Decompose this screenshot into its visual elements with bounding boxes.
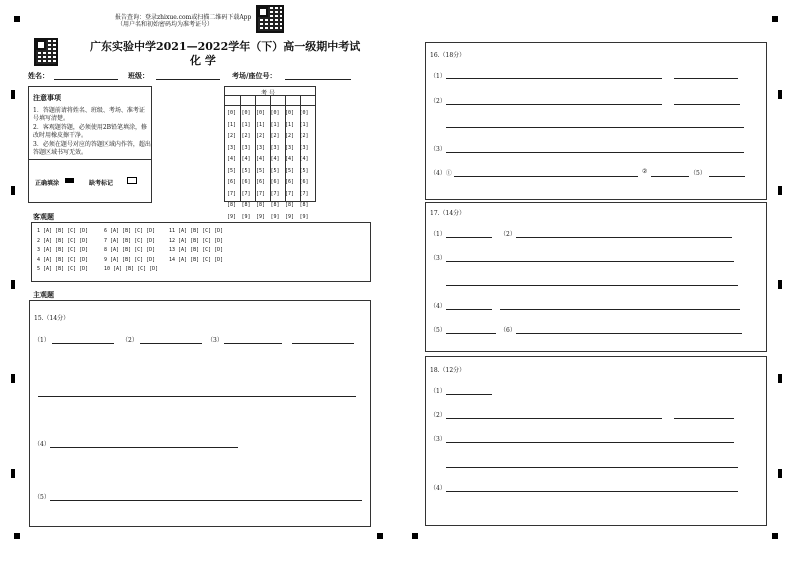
q18-answer-2b[interactable] [674, 418, 734, 419]
exam-digit-bubble[interactable]: [3] [256, 144, 266, 151]
subjective-title: 主观题 [33, 290, 54, 299]
exam-digit-bubble[interactable]: [8] [270, 202, 280, 208]
q18-answer-3a[interactable] [446, 442, 734, 443]
correct-fill-label: 正确填涂 [35, 180, 60, 187]
q16-answer-1b[interactable] [674, 78, 738, 79]
objective-question-row[interactable]: 4 [A] [B] [C] [D] [37, 256, 89, 263]
q18-answer-1[interactable] [446, 394, 492, 395]
registration-mark-top-right [772, 16, 778, 22]
timing-mark-left-5 [11, 469, 15, 478]
timing-mark-right-2 [778, 186, 782, 195]
question-17-box [425, 202, 767, 352]
exam-digit-bubble[interactable]: [1] [227, 121, 237, 128]
exam-digit-bubble[interactable]: [9] [285, 213, 295, 220]
q18-answer-2a[interactable] [446, 418, 662, 419]
timing-mark-left-1 [11, 90, 15, 99]
exam-digit-bubble[interactable]: [2] [285, 133, 295, 139]
notice-line-3: 2．客观题答题，必须使用2B铅笔填涂，修 [33, 124, 148, 131]
q15-part-2: （2） [122, 337, 138, 344]
exam-digit-bubble[interactable]: [7] [270, 190, 280, 197]
exam-digit-bubble[interactable]: [1] [285, 121, 295, 128]
notice-line-1: 1．答题前请将姓名、班级、考场、准考证 [33, 107, 145, 114]
registration-mark-bottom-mid-right [412, 533, 418, 539]
q18-answer-4[interactable] [446, 491, 738, 492]
class-field[interactable] [156, 79, 220, 80]
exam-digit-bubble[interactable]: [8] [241, 202, 251, 208]
exam-number-column [227, 108, 236, 223]
q18-part-4: （4） [430, 485, 446, 492]
objective-question-row[interactable]: 10 [A] [B] [C] [D] [104, 266, 159, 273]
exam-digit-bubble[interactable]: [6] [270, 179, 280, 185]
exam-digit-bubble[interactable]: [5] [256, 167, 266, 174]
timing-mark-right-5 [778, 469, 782, 478]
q15-part-5: （5） [34, 494, 50, 501]
q17-part-5: （5） [430, 327, 446, 334]
objective-question-row[interactable]: 14 [A] [B] [C] [D] [169, 256, 224, 263]
objective-question-row[interactable]: 7 [A] [B] [C] [D] [104, 237, 156, 244]
class-label: 班级： [128, 71, 149, 80]
timing-mark-left-3 [11, 280, 15, 289]
q16-answer-4a[interactable] [454, 176, 638, 177]
q15-title: 15.（14分） [34, 315, 70, 322]
exam-digit-bubble[interactable]: [4] [270, 156, 280, 162]
name-label: 姓名： [28, 71, 49, 80]
objective-question-row[interactable]: 9 [A] [B] [C] [D] [104, 256, 156, 263]
exam-digit-bubble[interactable]: [8] [227, 202, 237, 208]
exam-digit-bubble[interactable]: [1] [256, 121, 266, 128]
exam-number-grid [224, 86, 316, 220]
exam-subject: 化 学 [190, 54, 216, 67]
exam-digit-bubble[interactable]: [6] [241, 179, 251, 185]
report-query-line-2: （用户名和初始密码均为准考证号） [117, 21, 214, 28]
q15-answer-3a[interactable] [224, 343, 282, 344]
q16-part-3: （3） [430, 146, 446, 153]
exam-digit-bubble[interactable]: [6] [285, 179, 295, 185]
exam-digit-bubble[interactable]: [6] [227, 179, 237, 185]
q16-part-4: （4）① [430, 170, 452, 177]
room-seat-label: 考场/座位号： [232, 71, 277, 80]
q16-answer-1a[interactable] [446, 78, 662, 79]
objective-question-row[interactable]: 13 [A] [B] [C] [D] [169, 247, 224, 254]
registration-mark-bottom-mid-left [377, 533, 383, 539]
objective-question-row[interactable]: 12 [A] [B] [C] [D] [169, 237, 224, 244]
exam-digit-bubble[interactable]: [7] [285, 190, 295, 197]
exam-digit-bubble[interactable]: [6] [256, 179, 266, 185]
q15-answer-2[interactable] [140, 343, 202, 344]
q15-answer-3c[interactable] [38, 396, 356, 397]
exam-number-column [300, 108, 309, 223]
exam-digit-bubble[interactable]: [9] [256, 213, 266, 220]
absent-mark-label: 缺考标记 [89, 180, 114, 187]
q16-part-2: （2） [430, 98, 446, 105]
q16-answer-2c[interactable] [446, 127, 744, 128]
exam-digit-bubble[interactable]: [2] [270, 133, 280, 139]
q17-part-2: （2） [500, 231, 516, 238]
exam-digit-bubble[interactable]: [8] [285, 202, 295, 208]
objective-question-row[interactable]: 3 [A] [B] [C] [D] [37, 247, 89, 254]
qr-code-left [34, 38, 58, 66]
exam-number-column [271, 108, 280, 223]
q15-answer-4[interactable] [50, 447, 238, 448]
registration-mark-bottom-left [14, 533, 20, 539]
exam-digit-bubble[interactable]: [2] [299, 133, 309, 139]
q17-title: 17.（14分） [430, 210, 466, 217]
timing-mark-right-4 [778, 374, 782, 383]
exam-digit-bubble[interactable]: [9] [227, 213, 237, 220]
exam-digit-bubble[interactable]: [2] [227, 133, 237, 139]
exam-digit-bubble[interactable]: [4] [299, 156, 309, 162]
notice-title: 注意事项 [33, 93, 61, 102]
q17-answer-5[interactable] [446, 333, 496, 334]
q17-part-4: （4） [430, 303, 446, 310]
exam-digit-bubble[interactable]: [0] [285, 110, 295, 116]
timing-mark-left-4 [11, 374, 15, 383]
q16-answer-2a[interactable] [446, 104, 662, 105]
exam-digit-bubble[interactable]: [3] [270, 144, 280, 151]
q15-answer-3b[interactable] [292, 343, 354, 344]
q16-title: 16.（18分） [430, 52, 466, 59]
q17-answer-3a[interactable] [446, 261, 734, 262]
q16-answer-4b[interactable] [651, 176, 689, 177]
exam-digit-bubble[interactable]: [5] [241, 167, 251, 174]
q16-part-1: （1） [430, 73, 446, 80]
exam-digit-bubble[interactable]: [3] [285, 144, 295, 151]
exam-number-column [256, 108, 265, 223]
exam-digit-bubble[interactable]: [4] [256, 156, 266, 162]
question-16-box [425, 42, 767, 200]
exam-number-column [285, 108, 294, 223]
exam-digit-bubble[interactable]: [1] [270, 121, 280, 128]
q17-answer-6[interactable] [516, 333, 742, 334]
exam-digit-bubble[interactable]: [8] [256, 202, 266, 208]
q16-answer-2b[interactable] [674, 104, 740, 105]
exam-digit-bubble[interactable]: [0] [241, 110, 251, 116]
timing-mark-right-3 [778, 280, 782, 289]
absent-mark-box[interactable] [127, 177, 137, 184]
q17-answer-2[interactable] [516, 237, 732, 238]
exam-number-column [242, 108, 251, 223]
exam-digit-bubble[interactable]: [7] [241, 190, 251, 197]
notice-box [28, 86, 152, 203]
exam-digit-bubble[interactable]: [2] [241, 133, 251, 139]
exam-digit-bubble[interactable]: [2] [256, 133, 266, 139]
q18-part-1: （1） [430, 388, 446, 395]
q16-part-5: （5） [690, 170, 706, 177]
notice-line-6: 答题区域书写无效。 [33, 149, 88, 156]
notice-line-5: 3．必须在题号对应的答题区域内作答，超出 [33, 141, 151, 148]
name-field[interactable] [54, 79, 118, 80]
exam-digit-bubble[interactable]: [4] [227, 156, 237, 162]
q17-part-1: （1） [430, 231, 446, 238]
exam-digit-bubble[interactable]: [5] [270, 167, 280, 174]
timing-mark-left-2 [11, 186, 15, 195]
exam-digit-bubble[interactable]: [7] [299, 190, 309, 197]
q18-part-2: （2） [430, 412, 446, 419]
room-seat-field[interactable] [285, 79, 351, 80]
q16-part-4b: ② [642, 168, 648, 175]
q16-answer-3[interactable] [446, 152, 744, 153]
q17-answer-4a[interactable] [446, 309, 492, 310]
exam-digit-bubble[interactable]: [5] [285, 167, 295, 174]
exam-digit-bubble[interactable]: [5] [227, 167, 237, 174]
exam-digit-bubble[interactable]: [0] [256, 110, 266, 116]
q17-answer-1[interactable] [446, 237, 492, 238]
objective-question-row[interactable]: 8 [A] [B] [C] [D] [104, 247, 156, 254]
exam-digit-bubble[interactable]: [4] [241, 156, 251, 162]
exam-digit-bubble[interactable]: [6] [299, 179, 309, 185]
q17-answer-3b[interactable] [446, 285, 738, 286]
q17-part-6: （6） [500, 327, 516, 334]
objective-question-row[interactable]: 11 [A] [B] [C] [D] [169, 228, 224, 234]
exam-digit-bubble[interactable]: [0] [227, 110, 237, 116]
exam-digit-bubble[interactable]: [1] [241, 121, 251, 128]
exam-digit-bubble[interactable]: [1] [299, 121, 309, 128]
registration-mark-top-left [14, 16, 20, 22]
objective-title: 客观题 [33, 212, 54, 221]
qr-code-top [256, 5, 284, 33]
q18-answer-3b[interactable] [446, 467, 738, 468]
q18-part-3: （3） [430, 436, 446, 443]
exam-digit-bubble[interactable]: [4] [285, 156, 295, 162]
question-15-box [29, 300, 371, 527]
q15-answer-5[interactable] [50, 500, 362, 501]
timing-mark-right-1 [778, 90, 782, 99]
q18-title: 18.（12分） [430, 367, 466, 374]
notice-line-2: 号填写清楚。 [33, 115, 70, 122]
objective-box [31, 222, 371, 282]
q15-part-1: （1） [34, 337, 50, 344]
exam-digit-bubble[interactable]: [3] [227, 144, 237, 151]
objective-question-row[interactable]: 2 [A] [B] [C] [D] [37, 237, 89, 244]
exam-digit-bubble[interactable]: [9] [270, 213, 280, 220]
exam-digit-bubble[interactable]: [7] [256, 190, 266, 197]
report-query-line: 报告查询：登录zhixue.com或扫描二维码下载App [115, 14, 252, 21]
correct-fill-swatch [65, 178, 74, 183]
q16-answer-5[interactable] [709, 176, 745, 177]
q17-answer-4b[interactable] [500, 309, 740, 310]
registration-mark-bottom-right [772, 533, 778, 539]
exam-digit-bubble[interactable]: [3] [299, 144, 309, 151]
q17-part-3: （3） [430, 255, 446, 262]
exam-digit-bubble[interactable]: [5] [299, 167, 309, 174]
q15-part-4: （4） [34, 441, 50, 448]
exam-digit-bubble[interactable]: [0] [270, 110, 280, 116]
notice-line-4: 改时用橡皮擦干净。 [33, 132, 88, 139]
objective-question-row[interactable]: 6 [A] [B] [C] [D] [104, 228, 156, 234]
exam-number-title: 考 号 [261, 90, 275, 97]
objective-question-row[interactable]: 1 [A] [B] [C] [D] [37, 228, 89, 234]
exam-digit-bubble[interactable]: [9] [299, 213, 309, 220]
exam-digit-bubble[interactable]: [7] [227, 190, 237, 197]
exam-title: 广东实验中学2021—2022学年（下）高一级期中考试 [90, 40, 361, 53]
exam-digit-bubble[interactable]: [8] [299, 202, 309, 208]
question-18-box [425, 356, 767, 526]
exam-digit-bubble[interactable]: [9] [241, 213, 251, 220]
q15-answer-1[interactable] [52, 343, 114, 344]
exam-digit-bubble[interactable]: [0] [299, 110, 309, 116]
objective-question-row[interactable]: 5 [A] [B] [C] [D] [37, 266, 89, 273]
q15-part-3: （3） [207, 337, 223, 344]
exam-digit-bubble[interactable]: [3] [241, 144, 251, 151]
